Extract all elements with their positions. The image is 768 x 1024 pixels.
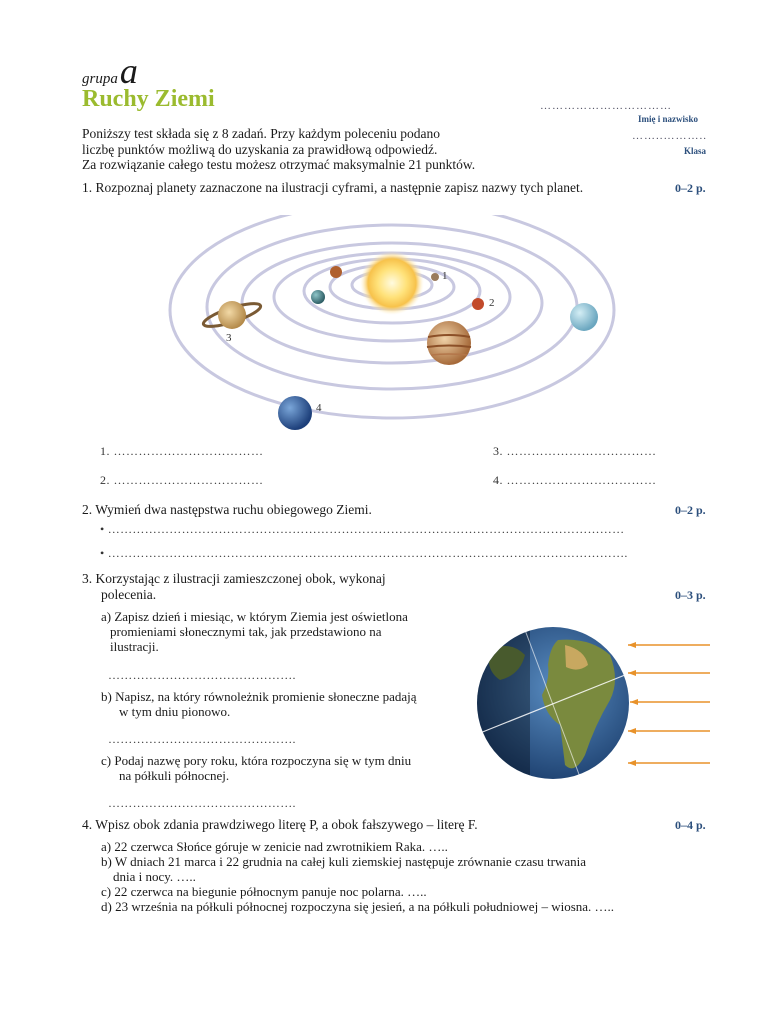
ray-arrowheads <box>628 642 638 766</box>
task4-statement-a[interactable]: a) 22 czerwca Słońce góruje w zenicie nad zwrotnikiem Raka. ….. <box>101 839 448 854</box>
task3-b-answer[interactable]: ………………………………………. <box>108 732 296 746</box>
intro-line-1: Poniższy test składa się z 8 zadań. Przy każdym poleceniu podano <box>82 126 441 141</box>
task1-answer-4[interactable]: 4. ……………………………… <box>493 473 657 487</box>
task3-b <box>101 689 417 719</box>
group-word: grupa <box>82 71 118 87</box>
sun-rays <box>628 645 710 763</box>
sun-icon <box>360 251 424 315</box>
task3-b-line-2: w tym dniu pionowo. <box>119 704 231 719</box>
task3-c-answer[interactable]: ………………………………………. <box>108 796 296 810</box>
task4-statement-d[interactable]: d) 23 września na półkuli północnej rozpoczyna się jesień, a na półkuli południowej – wiosna. ….. <box>101 899 615 914</box>
task3-c-line-2: na półkuli północnej. <box>119 768 230 783</box>
group-letter: a <box>119 51 138 91</box>
planet-4-icon <box>278 396 312 430</box>
task2-answer-2[interactable]: • ………………………………………………………………………………………………………………. <box>100 546 628 560</box>
task3-a-line-3: ilustracji. <box>110 639 159 654</box>
task1-text: 1. Rozpoznaj planety zaznaczone na ilustracji cyframi, a następnie zapisz nazwy tych planet. <box>82 180 584 195</box>
planet-uranus-icon <box>570 303 598 331</box>
task4-text: 4. Wpisz obok zdania prawdziwego literę P, a obok fałszywego – literę F. <box>82 817 478 832</box>
solar-system-illustration <box>160 215 620 440</box>
task1-answer-1[interactable]: 1. ……………………………… <box>100 444 264 458</box>
page-title: Ruchy Ziemi <box>82 86 215 112</box>
planet-label-1: 1 <box>442 270 448 282</box>
task3-text-line-1: 3. Korzystając z ilustracji zamieszczonej obok, wykonaj <box>82 571 386 586</box>
night-shadow <box>470 625 530 780</box>
task3-text-line-2: polecenia. <box>101 587 157 602</box>
task3-a-line-1: a) Zapisz dzień i miesiąc, w którym Ziemia jest oświetlona <box>101 609 408 624</box>
task1-answer-3[interactable]: 3. ……………………………… <box>493 444 657 458</box>
intro-text <box>82 126 522 173</box>
task4-statement-c[interactable]: c) 22 czerwca na biegunie północnym panuje noc polarna. ….. <box>101 884 427 899</box>
task3-c <box>101 753 411 783</box>
task4-statement-b-line-1[interactable]: b) W dniach 21 marca i 22 grudnia na całej kuli ziemskiej następuje zrównanie czasu trwania <box>101 854 587 869</box>
planet-label-2: 2 <box>489 297 495 309</box>
earth-illumination-illustration <box>470 625 715 780</box>
task1-points: 0–2 p. <box>675 181 706 195</box>
class-field[interactable]: ……..……….. <box>632 130 707 142</box>
task4-statement-b-line-2[interactable]: dnia i nocy. ….. <box>113 869 196 884</box>
task3-a <box>101 609 408 654</box>
task4-points: 0–4 p. <box>675 818 706 832</box>
name-field[interactable]: …………………………… <box>540 100 672 112</box>
planet-earth-icon <box>311 290 325 304</box>
planet-jupiter-icon <box>427 321 471 365</box>
island-madagascar-icon <box>618 743 631 762</box>
task2-answer-1[interactable]: • ……………………………………………………………………………………………………………… <box>100 522 625 536</box>
task2-text: 2. Wymień dwa następstwa ruchu obiegowego Ziemi. <box>82 502 372 517</box>
planet-label-3: 3 <box>226 332 232 344</box>
task4-statements <box>101 839 614 914</box>
class-label: Klasa <box>684 146 707 156</box>
planet-2-icon <box>472 298 484 310</box>
task3-a-line-2: promieniami słonecznymi tak, jak przedstawiono na <box>110 624 382 639</box>
task3-b-line-1: b) Napisz, na który równoleżnik promienie słoneczne padają <box>101 689 417 704</box>
task1-answer-2[interactable]: 2. ……………………………… <box>100 473 264 487</box>
task2-points: 0–2 p. <box>675 503 706 517</box>
task3-c-line-1: c) Podaj nazwę pory roku, która rozpoczyna się w tym dniu <box>101 753 412 768</box>
intro-line-2: liczbę punktów możliwą do uzyskania za prawidłową odpowiedź. <box>82 141 438 157</box>
task3-a-answer[interactable]: ………………………………………. <box>108 668 296 682</box>
intro-line-3: Za rozwiązanie całego testu możesz otrzymać maksymalnie 21 punktów. <box>82 157 476 172</box>
task3-points: 0–3 p. <box>675 588 706 602</box>
planet-venus-icon <box>330 266 342 278</box>
name-label: Imię i nazwisko <box>638 114 699 124</box>
planet-label-4: 4 <box>316 402 322 414</box>
planet-1-icon <box>431 273 439 281</box>
